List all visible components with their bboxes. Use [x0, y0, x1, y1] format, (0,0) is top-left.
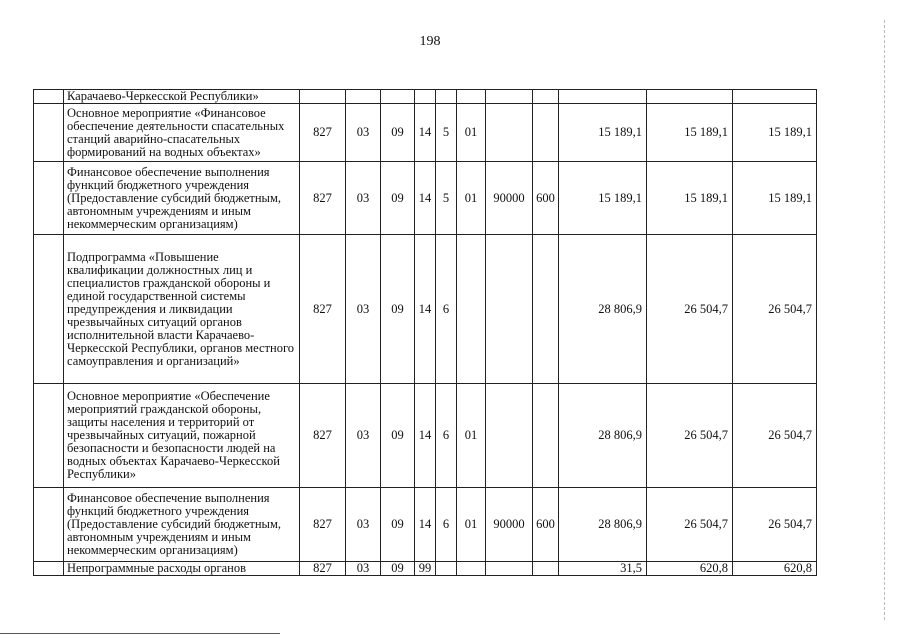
subprogram-code: 6 [436, 384, 457, 488]
row-marker-cell [34, 488, 64, 562]
activity-code: 01 [457, 384, 486, 488]
amount-year-1: 28 806,9 [559, 488, 647, 562]
row-marker-cell [34, 235, 64, 384]
section-code: 03 [346, 562, 381, 576]
section-code: 03 [346, 104, 381, 162]
activity-code: 01 [457, 162, 486, 235]
section-code: 03 [346, 235, 381, 384]
direction-code: 90000 [486, 488, 533, 562]
amount-year-3: 26 504,7 [733, 488, 817, 562]
row-marker-cell [34, 384, 64, 488]
subsection-code: 09 [381, 384, 415, 488]
section-code: 03 [346, 162, 381, 235]
direction-code: 90000 [486, 162, 533, 235]
subprogram-code: 6 [436, 235, 457, 384]
subprogram-code [436, 90, 457, 104]
table-row [34, 162, 817, 235]
admin-code: 827 [300, 104, 346, 162]
direction-code [486, 562, 533, 576]
admin-code: 827 [300, 562, 346, 576]
amount-year-3: 620,8 [733, 562, 817, 576]
activity-code: 01 [457, 104, 486, 162]
row-marker-cell [34, 162, 64, 235]
page-edge-line [0, 633, 280, 634]
direction-code [486, 90, 533, 104]
section-code [346, 90, 381, 104]
table-row [34, 488, 817, 562]
program-code: 14 [415, 235, 436, 384]
program-code: 14 [415, 384, 436, 488]
amount-year-1: 15 189,1 [559, 104, 647, 162]
row-marker-cell [34, 562, 64, 576]
amount-year-2: 15 189,1 [647, 162, 733, 235]
amount-year-2: 15 189,1 [647, 104, 733, 162]
activity-code: 01 [457, 488, 486, 562]
table-row [34, 562, 817, 576]
program-code: 14 [415, 162, 436, 235]
row-description: Подпрограмма «Повышение квалификации должностных лиц и специалистов гражданской обороны и единой государственной системы предупреждения и ликвидации чрезвычайных ситуаций органов исполнительной власти Карачаево-Черкесской Республики, органов местного самоуправления и организаций» [64, 235, 300, 384]
amount-year-3 [733, 90, 817, 104]
table-row [34, 235, 817, 384]
subsection-code: 09 [381, 488, 415, 562]
amount-year-1: 15 189,1 [559, 162, 647, 235]
table-row [34, 104, 817, 162]
table-row [34, 90, 817, 104]
row-description: Непрограммные расходы органов [64, 562, 300, 576]
admin-code [300, 90, 346, 104]
activity-code [457, 90, 486, 104]
row-description: Карачаево-Черкесской Республики» [64, 90, 300, 104]
expense-type-code [533, 384, 559, 488]
expense-type-code: 600 [533, 162, 559, 235]
scan-margin-marks [882, 20, 885, 620]
direction-code [486, 384, 533, 488]
row-marker-cell [34, 104, 64, 162]
direction-code [486, 104, 533, 162]
program-code: 14 [415, 488, 436, 562]
subprogram-code [436, 562, 457, 576]
row-description: Основное мероприятие «Обеспечение мероприятий гражданской обороны, защиты населения и территорий от чрезвычайных ситуаций, пожарной безопасности и безопасности людей на водных объектах Карачаево-Черкесской Республики» [64, 384, 300, 488]
expense-type-code: 600 [533, 488, 559, 562]
expense-type-code [533, 90, 559, 104]
subsection-code: 09 [381, 562, 415, 576]
subprogram-code: 6 [436, 488, 457, 562]
table-row [34, 384, 817, 488]
amount-year-1: 31,5 [559, 562, 647, 576]
activity-code [457, 562, 486, 576]
program-code: 99 [415, 562, 436, 576]
amount-year-1: 28 806,9 [559, 235, 647, 384]
subsection-code: 09 [381, 104, 415, 162]
amount-year-1: 28 806,9 [559, 384, 647, 488]
amount-year-2: 620,8 [647, 562, 733, 576]
subprogram-code: 5 [436, 162, 457, 235]
program-code: 14 [415, 104, 436, 162]
admin-code: 827 [300, 488, 346, 562]
amount-year-3: 15 189,1 [733, 162, 817, 235]
subsection-code: 09 [381, 235, 415, 384]
budget-table [33, 89, 817, 576]
subsection-code [381, 90, 415, 104]
expense-type-code [533, 562, 559, 576]
row-description: Финансовое обеспечение выполнения функций бюджетного учреждения (Предоставление субсидий бюджетным, автономным учреждениям и иным некоммерческим организациям) [64, 162, 300, 235]
subsection-code: 09 [381, 162, 415, 235]
amount-year-2: 26 504,7 [647, 384, 733, 488]
section-code: 03 [346, 488, 381, 562]
admin-code: 827 [300, 162, 346, 235]
amount-year-2 [647, 90, 733, 104]
admin-code: 827 [300, 384, 346, 488]
amount-year-3: 15 189,1 [733, 104, 817, 162]
expense-type-code [533, 104, 559, 162]
expense-type-code [533, 235, 559, 384]
row-description: Финансовое обеспечение выполнения функций бюджетного учреждения (Предоставление субсидий бюджетным, автономным учреждениям и иным некоммерческим организациям) [64, 488, 300, 562]
subprogram-code: 5 [436, 104, 457, 162]
amount-year-2: 26 504,7 [647, 235, 733, 384]
amount-year-3: 26 504,7 [733, 235, 817, 384]
amount-year-3: 26 504,7 [733, 384, 817, 488]
row-description: Основное мероприятие «Финансовое обеспечение деятельности спасательных станций аварийно-спасательных формирований на водных объектах» [64, 104, 300, 162]
activity-code [457, 235, 486, 384]
section-code: 03 [346, 384, 381, 488]
row-marker-cell [34, 90, 64, 104]
amount-year-1 [559, 90, 647, 104]
direction-code [486, 235, 533, 384]
admin-code: 827 [300, 235, 346, 384]
page-number: 198 [419, 34, 441, 49]
amount-year-2: 26 504,7 [647, 488, 733, 562]
program-code [415, 90, 436, 104]
